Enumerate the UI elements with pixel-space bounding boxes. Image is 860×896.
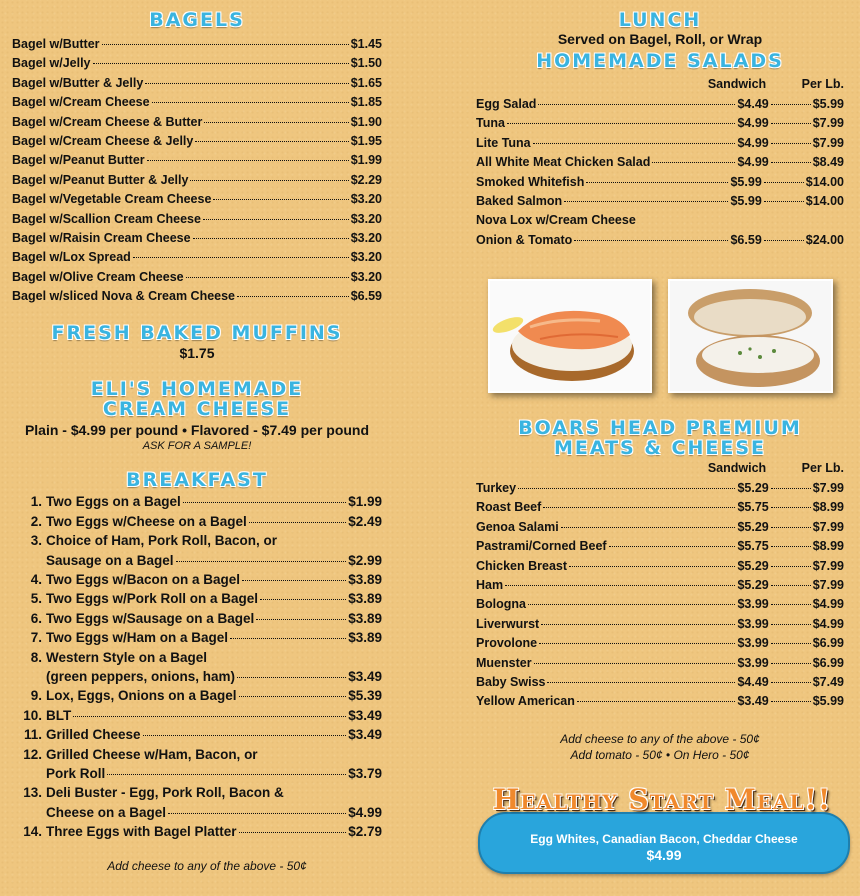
salad-row-name: Lite Tuna: [476, 135, 531, 150]
meat-row: [476, 692, 844, 711]
dot-leader: [193, 238, 349, 239]
dot-leader: [73, 716, 346, 717]
salad-row-sandwich-price: $6.59: [730, 232, 762, 247]
dot-leader: [260, 599, 346, 600]
healthy-start-description: Egg Whites, Canadian Bacon, Cheddar Cheese: [530, 832, 798, 846]
boars-head-col-sandwich: Sandwich: [707, 461, 767, 475]
meat-row-sandwich-price: $5.29: [737, 481, 769, 495]
salad-row: [476, 211, 844, 230]
salad-row: [476, 134, 844, 153]
bagel-item-price: $6.59: [350, 289, 382, 304]
breakfast-item-price: $3.49: [348, 668, 382, 684]
bagel-row: [12, 93, 382, 112]
meat-row-name: Liverwurst: [476, 616, 540, 631]
dot-leader: [133, 257, 349, 258]
salad-row: [476, 192, 844, 211]
breakfast-row: [12, 667, 382, 686]
breakfast-list: [12, 492, 382, 841]
salad-row: [476, 95, 844, 114]
breakfast-item-price: $2.49: [348, 513, 382, 529]
breakfast-item-price: $3.89: [348, 591, 382, 607]
bagel-item-name: Bagel w/sliced Nova & Cream Cheese: [12, 289, 236, 304]
breakfast-row: [12, 706, 382, 725]
meat-row-perlb-price: $4.99: [812, 616, 844, 631]
bagel-item-name: Bagel w/Cream Cheese & Butter: [12, 114, 203, 129]
dot-leader: [543, 507, 735, 508]
dot-leader: [256, 619, 346, 620]
breakfast-row: [12, 803, 382, 822]
bagel-item-name: Bagel w/Butter & Jelly: [12, 75, 144, 90]
dot-leader: [541, 624, 735, 625]
meat-row-name: Yellow American: [476, 694, 575, 709]
breakfast-item-number: 8.: [30, 649, 42, 665]
meat-row-sandwich-price: $5.29: [737, 577, 769, 592]
dot-leader: [609, 546, 736, 547]
breakfast-item-price: $1.99: [348, 494, 382, 510]
boars-head-column-headers: [476, 461, 844, 479]
meat-row-perlb-price: $6.99: [812, 655, 844, 670]
salad-row: [476, 114, 844, 133]
dot-leader: [93, 63, 349, 64]
breakfast-item-line: Grilled Cheese w/Ham, Bacon, or: [46, 746, 258, 762]
bagel-item-price: $1.50: [350, 56, 382, 71]
breakfast-item-line: (green peppers, onions, ham): [46, 668, 236, 684]
salad-row-sandwich-price: $4.99: [737, 116, 769, 131]
breakfast-row: [12, 783, 382, 802]
meat-row-perlb-price: $7.49: [812, 674, 844, 689]
breakfast-item-number: 2.: [30, 513, 42, 529]
dot-leader: [204, 122, 348, 123]
dot-leader: [771, 682, 811, 683]
breakfast-item-number: 14.: [23, 824, 42, 840]
dot-leader: [652, 162, 735, 163]
meat-row-perlb-price: $7.99: [812, 481, 844, 495]
dot-leader: [176, 561, 347, 562]
meat-row-name: Genoa Salami: [476, 519, 559, 534]
healthy-start-price: $4.99: [646, 847, 682, 863]
breakfast-item-line: Sausage on a Bagel: [46, 552, 174, 568]
bagel-item-name: Bagel w/Jelly: [12, 56, 91, 71]
dot-leader: [586, 182, 728, 183]
breakfast-row: [12, 822, 382, 841]
dot-leader: [771, 585, 811, 586]
meat-row: [476, 654, 844, 673]
salad-row: [476, 231, 844, 250]
left-column: [12, 0, 382, 873]
dot-leader: [771, 527, 811, 528]
meat-row: [476, 537, 844, 556]
right-column: [476, 0, 844, 250]
breakfast-item-number: 9.: [30, 688, 42, 704]
breakfast-row: [12, 745, 382, 764]
salad-row-name: All White Meat Chicken Salad: [476, 155, 651, 170]
breakfast-item-number: 3.: [30, 533, 42, 549]
breakfast-item-price: $2.99: [348, 552, 382, 568]
dot-leader: [577, 701, 736, 702]
meat-row-sandwich-price: $5.75: [737, 539, 769, 554]
dot-leader: [239, 696, 347, 697]
dot-leader: [771, 701, 811, 702]
meat-row-name: Chicken Breast: [476, 558, 568, 573]
breakfast-item-price: $3.89: [348, 572, 382, 588]
salad-row-sandwich-price: $4.99: [737, 135, 769, 150]
dot-leader: [213, 199, 348, 200]
dot-leader: [764, 240, 804, 241]
breakfast-item-line: Three Eggs with Bagel Platter: [46, 824, 237, 840]
dot-leader: [237, 677, 346, 678]
salad-row: [476, 173, 844, 192]
bagel-item-price: $3.20: [350, 211, 382, 226]
salad-row-name: Nova Lox w/Cream Cheese: [476, 213, 636, 228]
bagel-item-name: Bagel w/Peanut Butter: [12, 153, 145, 168]
bagel-item-name: Bagel w/Lox Spread: [12, 250, 131, 265]
meat-row-name: Turkey: [476, 481, 517, 495]
salad-row-perlb-price: $8.49: [812, 155, 844, 170]
dot-leader: [771, 604, 811, 605]
meat-row: [476, 576, 844, 595]
breakfast-item-number: 6.: [30, 610, 42, 626]
breakfast-item-line: Two Eggs w/Pork Roll on a Bagel: [46, 591, 259, 607]
breakfast-row: [12, 570, 382, 589]
bagels-list: [12, 35, 382, 306]
bagel-item-price: $1.65: [350, 75, 382, 90]
bagel-row: [12, 113, 382, 132]
meat-row: [476, 634, 844, 653]
dot-leader: [507, 123, 736, 124]
dot-leader: [152, 102, 349, 103]
dot-leader: [547, 682, 735, 683]
bagel-item-name: Bagel w/Olive Cream Cheese: [12, 269, 184, 284]
breakfast-row: [12, 551, 382, 570]
dot-leader: [533, 143, 736, 144]
breakfast-item-number: 5.: [30, 591, 42, 607]
breakfast-item-line: Grilled Cheese: [46, 727, 141, 743]
bagel-row: [12, 268, 382, 287]
dot-leader: [561, 527, 736, 528]
dot-leader: [505, 585, 735, 586]
dot-leader: [190, 180, 348, 181]
bagel-item-price: $3.20: [350, 230, 382, 245]
salad-row-perlb-price: $14.00: [805, 193, 844, 208]
breakfast-item-number: 11.: [23, 727, 42, 743]
meat-row-sandwich-price: $3.49: [737, 694, 769, 709]
bagel-item-price: $1.90: [350, 114, 382, 129]
dot-leader: [771, 566, 811, 567]
meat-row-perlb-price: $4.99: [812, 597, 844, 612]
cream-cheese-bagel-image: [670, 281, 831, 391]
meat-row-perlb-price: $7.99: [812, 519, 844, 534]
breakfast-item-price: $5.39: [348, 688, 382, 704]
cream-cheese-heading-line2: CREAM CHEESE: [102, 398, 292, 421]
cream-cheese-bagel-photo: [668, 279, 833, 393]
cream-cheese-heading-line1: ELI'S HOMEMADE: [90, 378, 304, 401]
dot-leader: [771, 123, 811, 124]
bagel-item-price: $1.95: [350, 133, 382, 148]
salads-heading: HOMEMADE SALADS: [536, 50, 784, 72]
meat-row: [476, 498, 844, 517]
dot-leader: [771, 104, 811, 105]
dot-leader: [771, 162, 811, 163]
dot-leader: [771, 488, 811, 489]
salad-row-sandwich-price: $5.99: [730, 174, 762, 189]
meat-row: [476, 673, 844, 692]
breakfast-item-number: 1.: [30, 494, 42, 510]
bagel-item-name: Bagel w/Scallion Cream Cheese: [12, 211, 201, 226]
dot-leader: [771, 507, 811, 508]
dot-leader: [564, 201, 728, 202]
meat-row-sandwich-price: $5.75: [737, 500, 769, 515]
breakfast-item-line: Two Eggs w/Sausage on a Bagel: [46, 610, 255, 626]
boars-head-cheese-note: Add cheese to any of the above - 50¢: [560, 731, 760, 746]
dot-leader: [107, 774, 346, 775]
bagel-row: [12, 287, 382, 306]
dot-leader: [102, 44, 349, 45]
meat-row-perlb-price: $8.99: [812, 500, 844, 515]
breakfast-item-line: Cheese on a Bagel: [46, 804, 167, 820]
cream-cheese-sample-note: ASK FOR A SAMPLE!: [142, 440, 252, 453]
salad-row-sandwich-price: $5.99: [730, 193, 762, 208]
bagel-row: [12, 229, 382, 248]
meat-row-perlb-price: $5.99: [812, 694, 844, 709]
breakfast-item-line: Two Eggs on a Bagel: [46, 494, 181, 510]
breakfast-row: [12, 492, 382, 511]
bagel-row: [12, 210, 382, 229]
meat-row-sandwich-price: $5.29: [737, 519, 769, 534]
breakfast-item-price: $3.79: [348, 765, 382, 781]
breakfast-cheese-note: Add cheese to any of the above - 50¢: [107, 858, 307, 873]
lunch-subheading: Served on Bagel, Roll, or Wrap: [557, 31, 763, 47]
bagel-item-name: Bagel w/Butter: [12, 37, 100, 51]
breakfast-row: [12, 512, 382, 531]
bagel-row: [12, 35, 382, 54]
bagel-item-name: Bagel w/Cream Cheese: [12, 95, 150, 110]
salad-row-name: Onion & Tomato: [476, 232, 573, 247]
breakfast-item-price: $2.79: [348, 824, 382, 840]
lunch-heading: LUNCH: [618, 9, 702, 31]
breakfast-row: [12, 648, 382, 667]
breakfast-item-line: Two Eggs w/Cheese on a Bagel: [46, 513, 247, 529]
breakfast-row: [12, 686, 382, 705]
healthy-start-box: [478, 812, 850, 874]
salad-row: [476, 153, 844, 172]
breakfast-item-number: 7.: [30, 630, 42, 646]
dot-leader: [764, 182, 804, 183]
dot-leader: [518, 488, 735, 489]
dot-leader: [237, 296, 349, 297]
dot-leader: [186, 277, 349, 278]
breakfast-item-price: $3.89: [348, 630, 382, 646]
breakfast-row: [12, 609, 382, 628]
boars-head-col-perlb: Per Lb.: [801, 461, 844, 475]
bagel-row: [12, 54, 382, 73]
boars-head-tomato-note: Add tomato - 50¢ • On Hero - 50¢: [570, 747, 750, 762]
breakfast-item-price: $4.99: [348, 804, 382, 820]
dot-leader: [242, 580, 346, 581]
breakfast-item-number: 4.: [30, 572, 42, 588]
bagel-row: [12, 248, 382, 267]
breakfast-item-line: Two Eggs w/Bacon on a Bagel: [46, 572, 241, 588]
dot-leader: [539, 643, 735, 644]
meat-row-perlb-price: $7.99: [812, 558, 844, 573]
lox-bagel-photo: [488, 279, 652, 393]
meat-row: [476, 615, 844, 634]
meat-row-sandwich-price: $3.99: [737, 655, 769, 670]
dot-leader: [771, 643, 811, 644]
meat-row-sandwich-price: $4.49: [737, 674, 769, 689]
bagels-heading: BAGELS: [149, 9, 245, 31]
breakfast-row: [12, 764, 382, 783]
dot-leader: [203, 219, 349, 220]
meat-row-name: Pastrami/Corned Beef: [476, 539, 607, 554]
salad-row-sandwich-price: $4.99: [737, 155, 769, 170]
salads-column-headers: [476, 77, 844, 95]
bagel-item-name: Bagel w/Peanut Butter & Jelly: [12, 172, 189, 187]
bagel-item-price: $3.20: [350, 192, 382, 207]
bagel-row: [12, 171, 382, 190]
dot-leader: [569, 566, 735, 567]
dot-leader: [249, 522, 346, 523]
boars-head-heading-line1: BOARS HEAD PREMIUM: [518, 417, 802, 439]
bagel-item-price: $1.85: [350, 95, 382, 110]
salads-col-perlb: Per Lb.: [801, 77, 844, 91]
meat-row-perlb-price: $8.99: [812, 539, 844, 554]
dot-leader: [771, 624, 811, 625]
bagel-row: [12, 151, 382, 170]
salad-row-perlb-price: $5.99: [812, 97, 844, 111]
bagel-item-price: $3.20: [350, 250, 382, 265]
meat-row-name: Provolone: [476, 636, 538, 651]
salad-row-name: Smoked Whitefish: [476, 174, 585, 189]
breakfast-item-price: $3.89: [348, 610, 382, 626]
bagel-item-price: $3.20: [350, 269, 382, 284]
meat-row-name: Baby Swiss: [476, 674, 546, 689]
dot-leader: [143, 735, 347, 736]
salad-row-perlb-price: $7.99: [812, 135, 844, 150]
salads-list: [476, 95, 844, 250]
dot-leader: [168, 813, 346, 814]
bagel-item-name: Bagel w/Vegetable Cream Cheese: [12, 192, 212, 207]
cream-cheese-prices: Plain - $4.99 per pound • Flavored - $7.49 per pound: [24, 422, 370, 439]
meat-row-sandwich-price: $3.99: [737, 616, 769, 631]
meat-row-name: Roast Beef: [476, 500, 542, 515]
bagel-item-price: $1.45: [350, 37, 382, 51]
salad-row-name: Baked Salmon: [476, 193, 563, 208]
meat-row-perlb-price: $7.99: [812, 577, 844, 592]
breakfast-item-number: 12.: [23, 746, 42, 762]
dot-leader: [534, 663, 736, 664]
meat-row-name: Ham: [476, 577, 504, 592]
bagel-row: [12, 74, 382, 93]
meat-row-perlb-price: $6.99: [812, 636, 844, 651]
dot-leader: [528, 604, 735, 605]
meat-row: [476, 518, 844, 537]
dot-leader: [538, 104, 735, 105]
meat-row-name: Muenster: [476, 655, 532, 670]
breakfast-item-line: Pork Roll: [46, 765, 106, 781]
dot-leader: [183, 502, 346, 503]
dot-leader: [771, 546, 811, 547]
dot-leader: [771, 143, 811, 144]
dot-leader: [147, 160, 349, 161]
breakfast-item-line: Deli Buster - Egg, Pork Roll, Bacon &: [46, 785, 284, 801]
breakfast-item-number: 13.: [23, 785, 42, 801]
boars-head-list: [476, 479, 844, 712]
boars-head-heading-line2: MEATS & CHEESE: [553, 437, 767, 459]
breakfast-item-price: $3.49: [348, 707, 382, 723]
breakfast-heading: BREAKFAST: [126, 469, 268, 492]
dot-leader: [230, 638, 346, 639]
salad-row-sandwich-price: $4.49: [737, 97, 769, 111]
bagel-item-name: Bagel w/Raisin Cream Cheese: [12, 230, 191, 245]
dot-leader: [239, 832, 347, 833]
meat-row-sandwich-price: $5.29: [737, 558, 769, 573]
meat-row-name: Bologna: [476, 597, 526, 612]
meat-row: [476, 557, 844, 576]
meat-row: [476, 479, 844, 498]
lox-bagel-image: [490, 281, 650, 391]
breakfast-row: [12, 725, 382, 744]
breakfast-row: [12, 628, 382, 647]
bagel-item-price: $1.99: [350, 153, 382, 168]
dot-leader: [771, 663, 811, 664]
breakfast-item-line: Choice of Ham, Pork Roll, Bacon, or: [46, 533, 278, 549]
dot-leader: [195, 141, 348, 142]
dot-leader: [145, 83, 348, 84]
breakfast-row: [12, 531, 382, 550]
muffins-price: $1.75: [179, 345, 215, 362]
boars-head-section: [476, 418, 844, 762]
breakfast-item-price: $3.49: [348, 727, 382, 743]
muffins-heading: FRESH BAKED MUFFINS: [51, 322, 343, 345]
meat-row-sandwich-price: $3.99: [737, 636, 769, 651]
meat-row-sandwich-price: $3.99: [737, 597, 769, 612]
dot-leader: [764, 201, 804, 202]
meat-row: [476, 595, 844, 614]
salads-col-sandwich: Sandwich: [707, 77, 767, 91]
breakfast-item-number: 10.: [23, 707, 42, 723]
breakfast-row: [12, 589, 382, 608]
salad-row-name: Egg Salad: [476, 97, 537, 111]
dot-leader: [574, 240, 728, 241]
salad-row-perlb-price: $24.00: [805, 232, 844, 247]
bagel-item-name: Bagel w/Cream Cheese & Jelly: [12, 133, 194, 148]
salad-row-perlb-price: $7.99: [812, 116, 844, 131]
breakfast-item-line: Two Eggs w/Ham on a Bagel: [46, 630, 229, 646]
breakfast-item-line: Western Style on a Bagel: [46, 649, 208, 665]
healthy-start-title: Healthy Start Meal!!: [492, 783, 832, 816]
bagel-item-price: $2.29: [350, 172, 382, 187]
bagel-row: [12, 132, 382, 151]
breakfast-item-line: BLT: [46, 707, 72, 723]
salad-row-perlb-price: $14.00: [805, 174, 844, 189]
bagel-row: [12, 190, 382, 209]
breakfast-item-line: Lox, Eggs, Onions on a Bagel: [46, 688, 237, 704]
salad-row-name: Tuna: [476, 116, 505, 131]
